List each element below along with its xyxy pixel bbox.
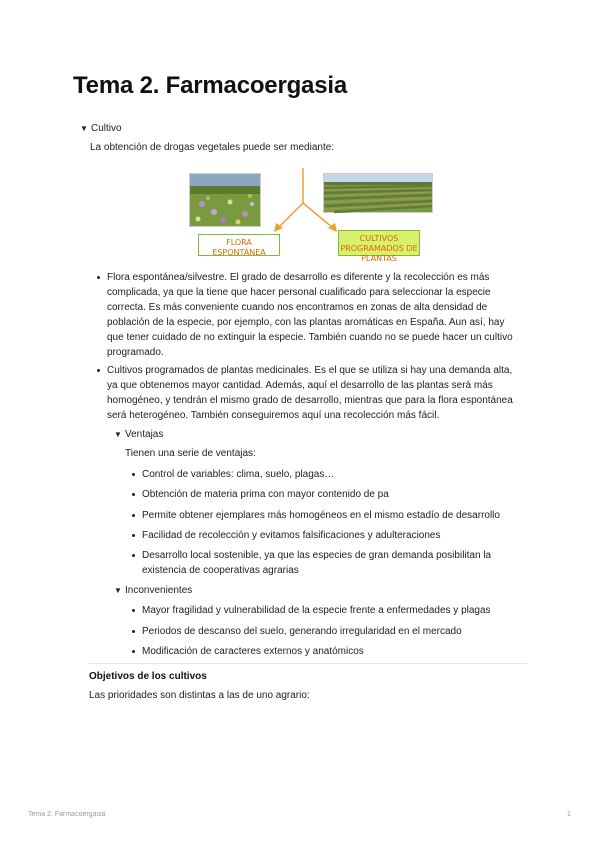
objetivos-heading: Objetivos de los cultivos xyxy=(89,671,207,682)
cultivo-intro: La obtención de drogas vegetales puede ser mediante: xyxy=(90,142,335,153)
ventajas-intro: Tienen una serie de ventajas: xyxy=(125,448,256,459)
list-item xyxy=(142,548,532,578)
triangle-down-icon: ▼ xyxy=(114,586,122,595)
toggle-inconvenientes-label: Inconvenientes xyxy=(125,585,193,596)
toggle-inconvenientes[interactable] xyxy=(114,584,192,598)
list-item-cultivos xyxy=(107,363,537,423)
cultivation-diagram xyxy=(188,168,433,263)
toggle-ventajas[interactable] xyxy=(114,428,163,442)
line: complicada, ya que la tiene que hacer personal cualificado para seleccionar la especie xyxy=(107,287,491,298)
list-item-flora xyxy=(107,270,537,360)
label-flora-espontanea: FLORA ESPONTÁNEA xyxy=(198,234,280,256)
line: programado. xyxy=(107,347,164,358)
page-number: 1 xyxy=(567,811,571,818)
list-item: Mayor fragilidad y vulnerabilidad de la especie frente a enfermedades y plagas xyxy=(142,603,532,618)
line: existencia de cooperativas agrarias xyxy=(142,565,299,576)
line: homogéneo, y tendrán el mismo grado de desarrollo, mientras que para la flora espontánea xyxy=(107,395,513,406)
line: Flora espontánea/silvestre. El grado de desarrollo es diferente y la recolección es más xyxy=(107,272,490,283)
list-item: Modificación de caracteres externos y anatómicos xyxy=(142,644,532,659)
line: Desarrollo local sostenible, ya que las especies de gran demanda posibilitan la xyxy=(142,550,492,561)
triangle-down-icon: ▼ xyxy=(114,430,122,439)
line: Cultivos programados de plantas medicinales. Es el que se utiliza si hay una demanda alta, xyxy=(107,365,513,376)
line: que tener cuidado de no extinguir la especie. También cuando no se puede hacer un cultivo xyxy=(107,332,513,343)
line: será heterogéneo. También conseguiremos aquí una recolección más fácil. xyxy=(107,410,440,421)
line: ya que obtenemos mayor cantidad. Además, aquí el desarrollo de las plantas será más xyxy=(107,380,493,391)
list-item: Permite obtener ejemplares más homogéneos en el mismo estadío de desarrollo xyxy=(142,508,532,523)
triangle-down-icon: ▼ xyxy=(80,124,88,133)
list-item: Obtención de materia prima con mayor contenido de pa xyxy=(142,487,532,502)
line: población de la especie, por ejemplo, con las plantas aromáticas en España. Aun así, hay xyxy=(107,317,505,328)
objetivos-text: Las prioridades son distintas a las de uno agrario: xyxy=(89,690,310,701)
line: correcta. Es más conveniente cuando nos encontramos en zonas de alta densidad de xyxy=(107,302,488,313)
toggle-cultivo-label: Cultivo xyxy=(91,123,122,134)
divider xyxy=(89,663,527,664)
toggle-cultivo[interactable] xyxy=(80,122,122,136)
list-item: Periodos de descanso del suelo, generando irregularidad en el mercado xyxy=(142,624,532,639)
list-item: Control de variables: clima, suelo, plagas… xyxy=(142,467,532,482)
toggle-ventajas-label: Ventajas xyxy=(125,429,164,440)
footer-title: Tema 2. Farmacoergasia xyxy=(28,811,106,818)
page-title: Tema 2. Farmacoergasia xyxy=(73,72,347,99)
list-item: Facilidad de recolección y evitamos falsificaciones y adulteraciones xyxy=(142,528,532,543)
label-cultivos-programados: CULTIVOS PROGRAMADOS DE PLANTAS xyxy=(338,230,420,256)
